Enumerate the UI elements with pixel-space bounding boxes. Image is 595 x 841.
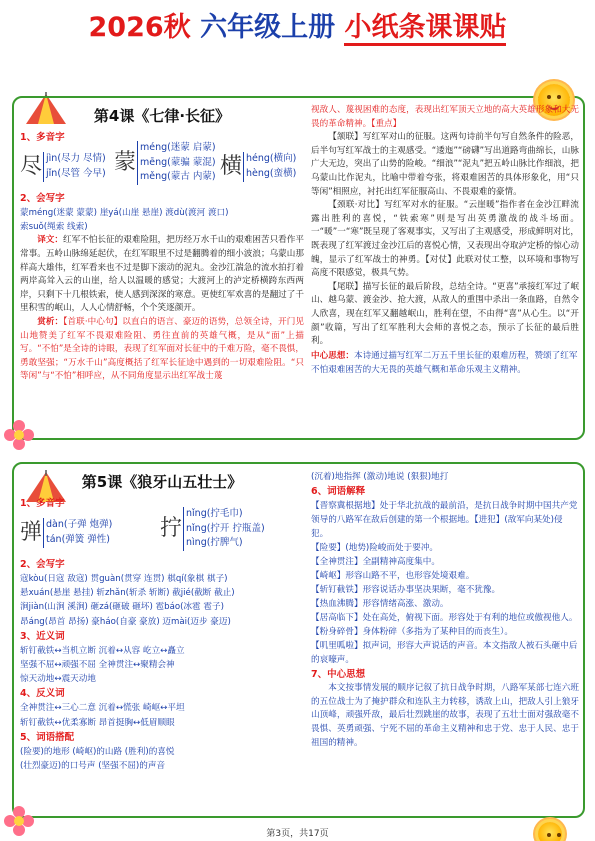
polyphone-group: 横 héng(横向) hèng(蛮横) [220,145,296,189]
lesson4-polyphones [20,142,304,191]
lesson5-collocation-heading: 5、词语搭配 [20,731,75,743]
lesson5-left-column [20,470,304,814]
write-line: 寇kòu(日寇 敌寇) 贯guàn(贯穿 连贯) 棋qí(象棋 棋子) [20,574,228,584]
lesson5-explanation-heading: 6、词语解释 [311,486,366,498]
lesson4-right-column [311,104,579,436]
lesson5-right-column [311,470,579,814]
synonym-line: 斩钉截铁↔当机立断 沉着↔从容 屹立↔矗立 [20,645,185,656]
lesson5-polyphones [20,508,304,557]
write-line: 索suǒ(绳索 线索) [20,222,88,233]
explanation-item: 【叽里呱啦】拟声词，形容大声说话的声音。本文指敌人被石头砸中后的哀嚎声。 [311,641,578,666]
lesson5-antonym-heading: 4、反义词 [20,688,65,700]
synonym-line: 惊天动地↔震天动地 [20,674,96,685]
explanation-item: 【晋察冀根据地】处于华北抗战的最前沿，是抗日战争时期中国共产党领导的八路军在敌后创建的第一个根据地。【进犯】(敌军向某处)侵犯。 [311,501,578,540]
title-year: 2026秋 [88,12,191,43]
explanation-item: 【全神贯注】全副精神高度集中。 [311,557,440,568]
explanation-item: 【斩钉截铁】形容说话办事坚决果断，毫不犹豫。 [311,585,501,596]
explanation-item: 【粉身碎骨】身体粉碎（多指为了某种目的而丧生）。 [311,627,513,638]
antonym-line: 斩钉截铁↔优柔寡断 昂首挺胸↔低眉顺眼 [20,717,175,728]
explanation-item: 【险要】(地势)险峻而处于要冲。 [311,543,439,554]
lesson4-polyphone-heading: 1、多音字 [20,132,65,143]
lesson5-central-idea: 本文按事情发展的顺序记叙了抗日战争时期，八路军某部七连六班的五位战士为了掩护群众和连队主力转移，诱敌上山，把敌人引上狼牙山顶峰，顽强歼敌，最后壮烈跳崖的故事，表现了五壮士面对强敌毫不畏惧、英勇顽强、宁死不屈的革命主义精神和忠于党、忠于人民、忠于祖国的精神。 [311,683,579,748]
lesson5-central-idea-heading: 7、中心思想 [311,669,366,681]
jinglian-note: 【颈联·对比】写红军对水的征服。“云崖暖”指作者在金沙江畔流露出胜利的喜悦，“铁索寒”则是写出英勇激战的战斗场面。一“暖”一“寒”既呈现了客观事实，又写出了主观感受，形成鲜明对比，既表现了红军渡过金沙江后的喜悦心情，又表现出夺取泸定桥的惊心动魄，显示了红军战士的神勇。【对仗】此联对仗工整，以环境和事物写高度不限感觉，极具气势。 [311,200,579,279]
weilian-note: 【尾联】描写长征的最后阶段，总结全诗。“更喜”承接红军过了岷山、越乌蒙、渡金沙、抢大渡，从敌人的重围中杀出一条血路，自然令人欣喜，现在红军又翻越岷山，胜利在望，不由得“喜”从心生。以“开颜”收篇，写出了红军胜利大会师的喜悦之态，预示了长征的最后胜利。 [311,281,579,347]
page-number: 第3页，共17页 [266,829,329,839]
explanation-item: 【崎岖】形容山路不平，也形容处境艰难。 [311,571,475,582]
write-line: 悬xuán(悬崖 悬挂) 斩zhǎn(斩杀 斩断) 截jié(截断 截止) [20,588,235,599]
page-title [0,8,595,48]
polyphone-group: 尽 jìn(尽力 尽情) jǐn(尽管 今早) [20,145,106,189]
synonym-line: 坚强不屈↔顽强不屈 全神贯注↔聚精会神 [20,660,175,671]
collocation-line: (沉着)地指挥 (激动)地说 (狠狠)地打 [311,472,449,482]
title-grade: 六年级上册 [200,12,336,43]
antonym-line: 全神贯注↔三心二意 沉着↔慌张 崎岖↔平坦 [20,703,185,714]
lesson4-translation: 译文：红军不怕长征的艰难险阻，把历经万水千山的艰难困苦只看作平常事。五岭山脉绵延起伏，在红军眼里不过是翻腾着的细小波浪；乌蒙山那样高大雄伟，红军看来也不过是脚下滚动的泥丸。金沙江湍急的流水拍打着两岸高耸入云的山崖，给人以温暖的感觉；大渡河上的泸定桥横跨东西两岸，只剩下十几根铁索，使人感到深深的寒意。更使红军欢喜的是翻过了千里积雪的岷山，人人心情舒畅，个个笑逐颜开。 [20,235,304,314]
write-line: 涧jiàn(山涧 溪涧) 砸zá(砸破 砸坏) 雹báo(冰雹 雹子) [20,602,224,613]
lesson4-appreciation: 赏析：【首联·中心句】以直白的语言、豪迈的语势，总领全诗，开门见山地赞美了红军不畏艰难险阻、勇往直前的英雄气概，是从“面”上描写。“不怕”是全诗的诗眼，表现了红军面对长征中的千难万险，毫不畏惧，勇敢坚强；“万水千山”高度概括了红军长征途中遇到的一切艰难险阻。“只等闲”与“不怕”相呼应，从不同角度显示出红军战士蔑 [20,316,304,382]
explanation-item: 【热血沸腾】形容情绪高涨、激动。 [311,599,449,610]
title-series: 小纸条课课贴 [344,12,506,46]
lesson5-synonym-heading: 3、近义词 [20,630,65,642]
lesson4-title: 第4课《七律·长征》 [93,107,231,125]
lesson4-central-idea: 中心思想：本诗通过描写红军二万五千里长征的艰难历程，赞颂了红军不怕艰难困苦的大无畏的英雄气概和革命乐观主义精神。 [311,350,578,375]
explanation-item: 【居高临下】处在高处，俯视下面。形容处于有利的地位或傲视他人。 [311,613,578,624]
lesson4-write-heading: 2、会写字 [20,193,65,204]
appreciation-continued: 视敌人、蔑视困难的态度，表现出红军顶天立地的高大英雄形象和大无畏的革命精神。【重点】 [311,105,579,129]
polyphone-group: 蒙 méng(迷蒙 启蒙) mēng(蒙骗 蒙混) měng(蒙古 内蒙) [114,141,216,185]
polyphone-group: 弹 dàn(子弹 炮弹) tán(弹簧 弹性) [20,511,112,555]
polyphone-group: 拧 nǐng(拧毛巾) nǐng(拧开 拧瓶盖) nìng(拧脾气) [160,507,265,551]
collocation-line: (险要)的地形 (崎岖)的山路 (胜利)的喜悦 [20,746,175,757]
lesson5-write-heading: 2、会写字 [20,559,65,570]
collocation-line: (壮烈豪迈)的口号声 (坚强不屈)的声音 [20,761,166,772]
write-line: 蒙méng(迷蒙 蒙蒙) 崖yá(山崖 悬崖) 渡dù(渡河 渡口) [20,208,229,218]
write-line: 昂áng(昂首 昂扬) 豪háo(自豪 豪放) 迈mài(迈步 豪迈) [20,616,231,627]
lesson5-polyphone-heading: 1、多音字 [20,498,65,509]
lesson4-left-column [20,104,304,436]
hanlian-note: 【颔联】写红军对山的征服。这两句诗前半句写自然条件的险恶，后半句写红军战士的主观感受。“逶迤”“磅礴”写出道路弯曲绵长，山脉广大无边，突出了山势的险峻。“细浪”“泥丸”把五岭山脉比作细浪，把乌蒙山比作泥丸，比喻中带着夸张，将艰难困苦的具体形象化，用“只等闲”相照应，衬托出红军征服高山、不畏艰难的豪情。 [311,132,579,197]
lesson5-title: 第5课《狼牙山五壮士》 [81,473,243,491]
